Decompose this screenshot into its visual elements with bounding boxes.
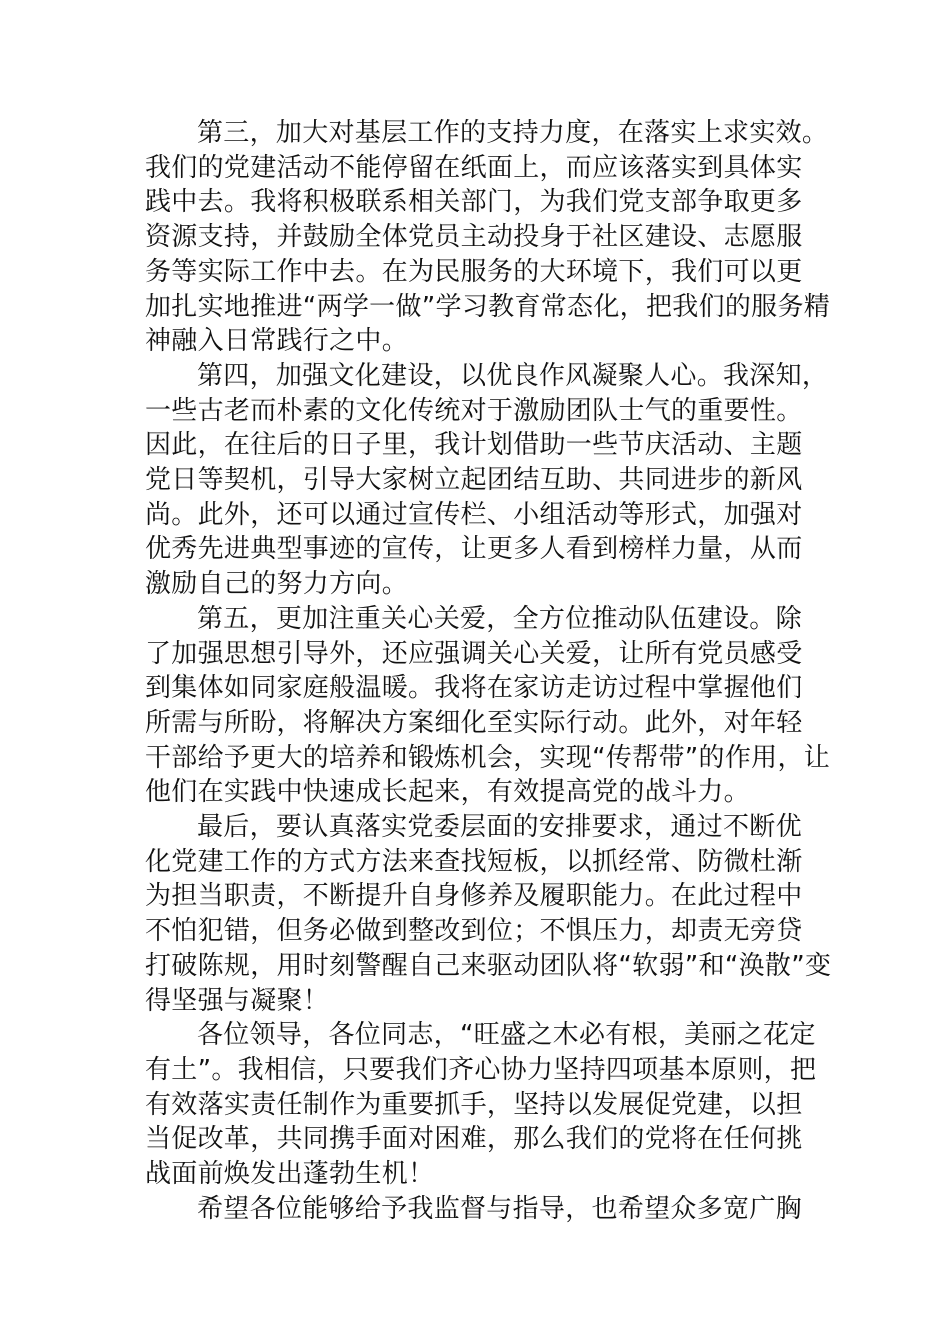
paragraph-care-team: 第五，更加注重关心关爱，全方位推动队伍建设。除 了加强思想引导外，还应强调关心关爱，让所有党员感受 到集体如同家庭般温暖。我将在家访走访过程中掌握他们 所需与所盼，将解决方案细化至实际行动。此外，对年轻 干部给予更大的培养和锻炼机会，实现“传帮带”的作用，让 他们在实践中快速成长起来，有效提高党的战斗力。	[145, 603, 831, 808]
paragraph-support-grassroots: 第三，加大对基层工作的支持力度，在落实上求实效。 我们的党建活动不能停留在纸面上，而应该落实到具体实 践中去。我将积极联系相关部门，为我们党支部争取更多 资源支持，并鼓励全体党员主动投身于社区建设、志愿服 务等实际工作中去。在为民服务的大环境下，我们可以更 加扎实地推进“两学一做”学习教育常态化，把我们的服务精 神融入日常践行之中。	[145, 118, 831, 357]
paragraph-finally: 最后，要认真落实党委层面的安排要求，通过不断优 化党建工作的方式方法来查找短板，以抓经常、防微杜渐 为担当职责，不断提升自身修养及履职能力。在此过程中 不怕犯错，但务必做到整改到位；不惧压力，却责无旁贷 打破陈规，用时刻警醒自己来驱动团队将“软弱”和“涣散”变 得坚强与凝聚！	[145, 812, 832, 1016]
paragraph-culture-building: 第四，加强文化建设，以优良作风凝聚人心。我深知， 一些古老而朴素的文化传统对于激励团队士气的重要性。 因此，在往后的日子里，我计划借助一些节庆活动、主题 党日等契机，引导大家树立起团结互助、共同进步的新风 尚。此外，还可以通过宣传栏、小组活动等形式，加强对 优秀先进典型事迹的宣传，让更多人看到榜样力量，从而 激励自己的努力方向。	[145, 360, 829, 600]
paragraph-address-leaders: 各位领导，各位同志，“旺盛之木必有根，美丽之花定 有土”。我相信，只要我们齐心协力坚持四项基本原则，把 有效落实责任制作为重要抓手，坚持以发展促党建，以担 当促改革，共同携手面对困难，那么我们的党将在任何挑 战面前焕发出蓬勃生机！	[145, 1020, 817, 1190]
paragraph-hope: 希望各位能够给予我监督与指导，也希望众多宽广胸	[197, 1193, 802, 1224]
document-page	[145, 116, 835, 1227]
